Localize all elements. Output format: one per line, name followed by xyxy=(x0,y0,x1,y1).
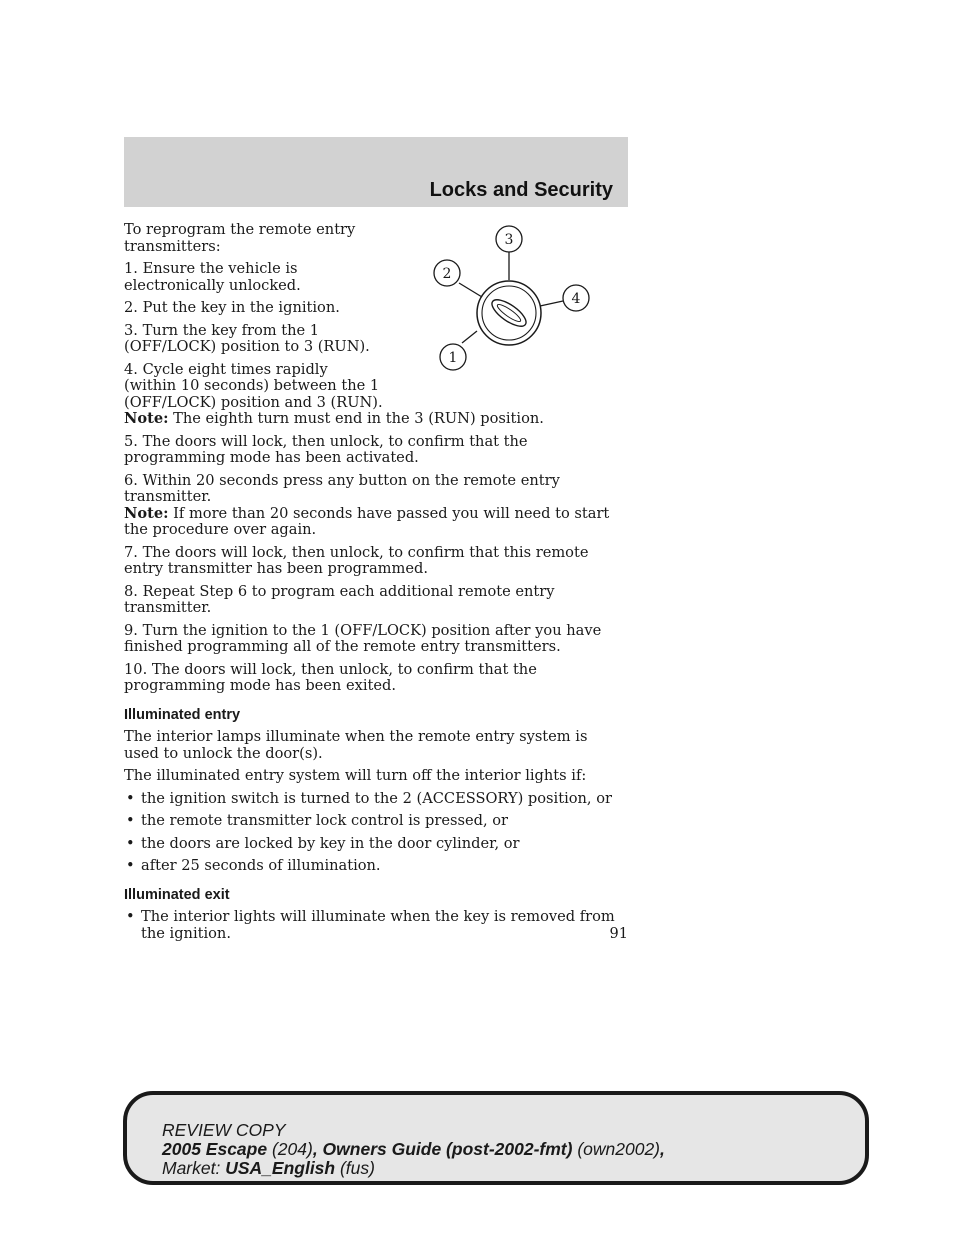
footer-model-code: (204) xyxy=(267,1139,313,1159)
illuminated-entry-paragraph-1: The interior lamps illuminate when the remote entry system is used to unlock the door(s). xyxy=(124,728,588,762)
section-header-band xyxy=(124,137,628,207)
position-1-label: 1 xyxy=(448,350,458,366)
step-9: 9. Turn the ignition to the 1 (OFF/LOCK) position after you have finished programming all of the remote entry transmitters. xyxy=(124,621,602,655)
page-number: 91 xyxy=(609,926,628,942)
step-2: 2. Put the key in the ignition. xyxy=(124,299,340,316)
step-6: 6. Within 20 seconds press any button on the remote entry transmitter. xyxy=(124,471,560,505)
footer-market-line xyxy=(162,1159,665,1178)
footer-separator: , xyxy=(660,1139,665,1159)
position-2-label: 2 xyxy=(442,266,452,282)
step-6-note-text: If more than 20 seconds have passed you will need to start the procedure over again. xyxy=(124,504,610,538)
list-item: • the remote transmitter lock control is pressed, or xyxy=(124,813,616,830)
footer-market-code: (fus) xyxy=(335,1158,375,1178)
step-1: 1. Ensure the vehicle is electronically unlocked. xyxy=(124,260,301,294)
footer-text xyxy=(162,1121,665,1178)
list-item: • after 25 seconds of illumination. xyxy=(124,858,616,875)
step-3: 3. Turn the key from the 1 (OFF/LOCK) position to 3 (RUN). xyxy=(124,321,370,355)
footer-document-line xyxy=(162,1140,665,1159)
footer-market-label: Market: xyxy=(162,1158,226,1178)
step-6-note xyxy=(124,506,616,539)
list-item: • the ignition switch is turned to the 2 (ACCESSORY) position, or xyxy=(124,791,616,808)
review-copy-footer xyxy=(123,1091,869,1185)
step-8: 8. Repeat Step 6 to program each additional remote entry transmitter. xyxy=(124,582,555,616)
footer-guide-code: (own2002) xyxy=(572,1139,661,1159)
step-4-note-text: The eighth turn must end in the 3 (RUN) position. xyxy=(168,410,544,427)
step-4-note xyxy=(124,411,616,428)
position-3-label: 3 xyxy=(504,232,514,248)
illuminated-exit-heading: Illuminated exit xyxy=(124,886,230,903)
review-copy-label: REVIEW COPY xyxy=(162,1120,286,1140)
note-label: Note: xyxy=(124,410,169,427)
note-label: Note: xyxy=(124,504,169,522)
footer-model: 2005 Escape xyxy=(162,1139,268,1159)
footer-market: USA_English xyxy=(225,1158,336,1178)
list-item: • The interior lights will illuminate when the key is removed from the ignition. xyxy=(124,909,616,942)
footer-guide: Owners Guide (post-2002-fmt) xyxy=(322,1139,573,1159)
page-content xyxy=(124,222,616,948)
step-5: 5. The doors will lock, then unlock, to confirm that the programming mode has been activated. xyxy=(124,432,528,466)
list-item: • the doors are locked by key in the door cylinder, or xyxy=(124,836,616,853)
illuminated-exit-list xyxy=(124,909,616,942)
intro-paragraph: To reprogram the remote entry transmitters: xyxy=(124,221,356,255)
section-title: Locks and Security xyxy=(429,179,613,201)
illuminated-entry-heading: Illuminated entry xyxy=(124,706,241,723)
illuminated-entry-paragraph-2: The illuminated entry system will turn off the interior lights if: xyxy=(124,767,587,784)
step-10: 10. The doors will lock, then unlock, to confirm that the programming mode has been exited. xyxy=(124,660,537,694)
footer-separator: , xyxy=(312,1139,323,1159)
step-7: 7. The doors will lock, then unlock, to confirm that this remote entry transmitter has been programmed. xyxy=(124,543,589,577)
position-4-label: 4 xyxy=(571,291,581,307)
step-4: 4. Cycle eight times rapidly (within 10 seconds) between the 1 (OFF/LOCK) position and 3 (RUN). xyxy=(124,360,383,411)
illuminated-entry-list xyxy=(124,791,616,875)
